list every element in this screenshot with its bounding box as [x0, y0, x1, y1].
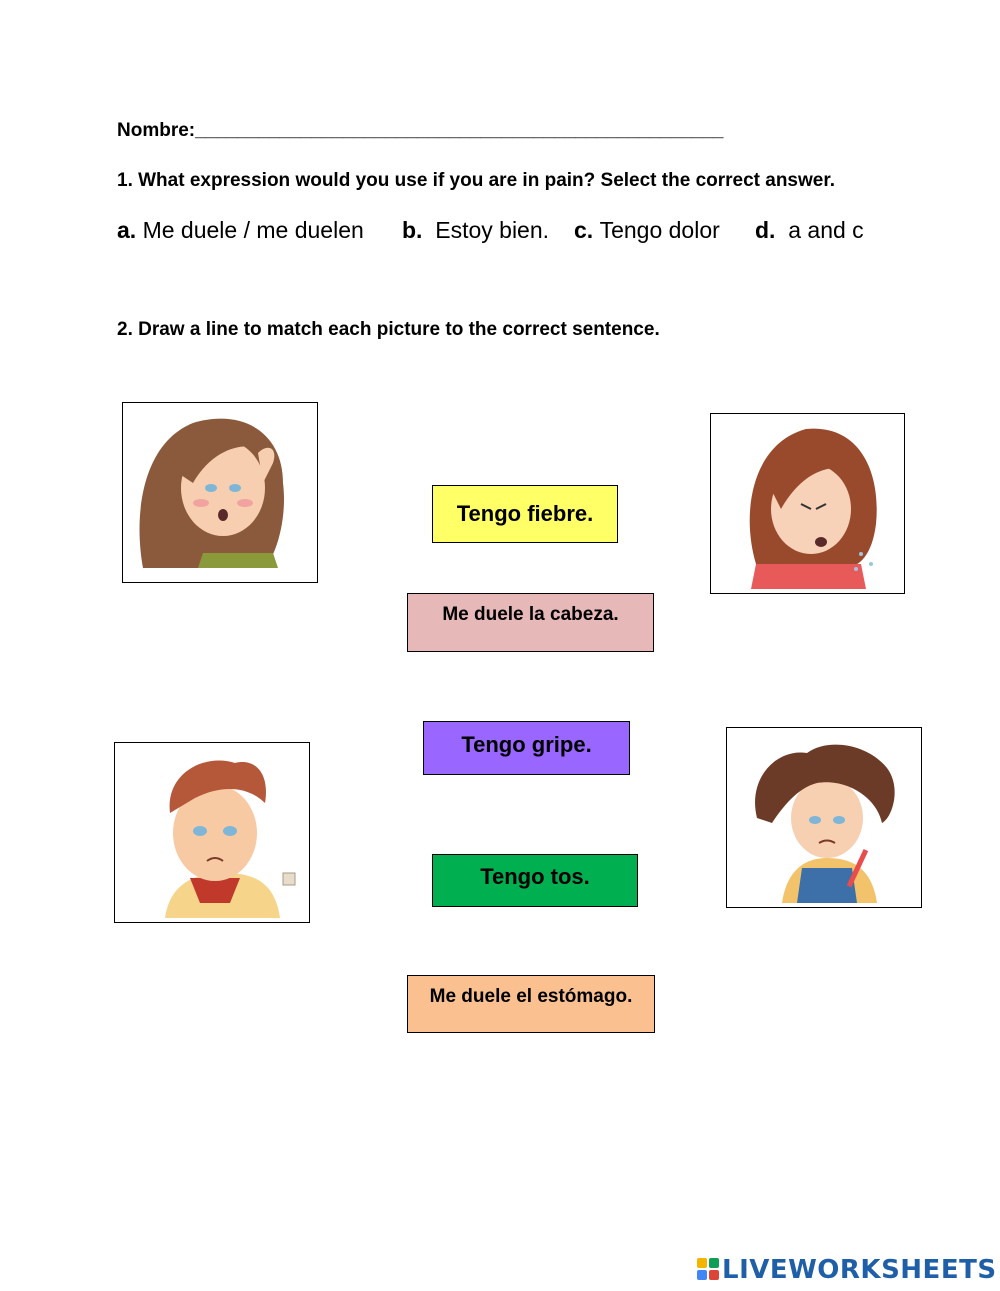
- sentence-me-duele-el-estomago[interactable]: Me duele el estómago.: [407, 975, 655, 1033]
- girl-fever-thermometer-illustration: [727, 728, 921, 907]
- option-c[interactable]: c. Tengo dolor: [574, 217, 720, 243]
- boy-sore-throat-illustration: [115, 743, 309, 922]
- logo-text: LIVEWORKSHEETS: [722, 1255, 997, 1285]
- picture-girl-headache[interactable]: [122, 402, 318, 583]
- liveworksheets-logo: [697, 1255, 997, 1285]
- picture-woman-sneezing[interactable]: [710, 413, 905, 594]
- question-1-prompt: 1. What expression would you use if you are in pain? Select the correct answer.: [117, 170, 835, 191]
- option-a[interactable]: a. Me duele / me duelen: [117, 217, 364, 243]
- picture-girl-fever[interactable]: [726, 727, 922, 908]
- sentence-me-duele-la-cabeza[interactable]: Me duele la cabeza.: [407, 593, 654, 652]
- name-field-label: Nombre:__________________________________________________: [117, 120, 724, 141]
- sentence-tengo-gripe[interactable]: Tengo gripe.: [423, 721, 630, 775]
- woman-sneezing-illustration: [711, 414, 904, 593]
- liveworksheets-logo-icon: [697, 1258, 719, 1282]
- option-d[interactable]: d. a and c: [755, 217, 864, 243]
- sentence-tengo-tos[interactable]: Tengo tos.: [432, 854, 638, 907]
- sentence-tengo-fiebre[interactable]: Tengo fiebre.: [432, 485, 618, 543]
- option-b[interactable]: b. Estoy bien.: [402, 217, 550, 243]
- question-2-prompt: 2. Draw a line to match each picture to the correct sentence.: [117, 319, 660, 340]
- picture-boy-sore-throat[interactable]: [114, 742, 310, 923]
- girl-headache-illustration: [123, 403, 317, 582]
